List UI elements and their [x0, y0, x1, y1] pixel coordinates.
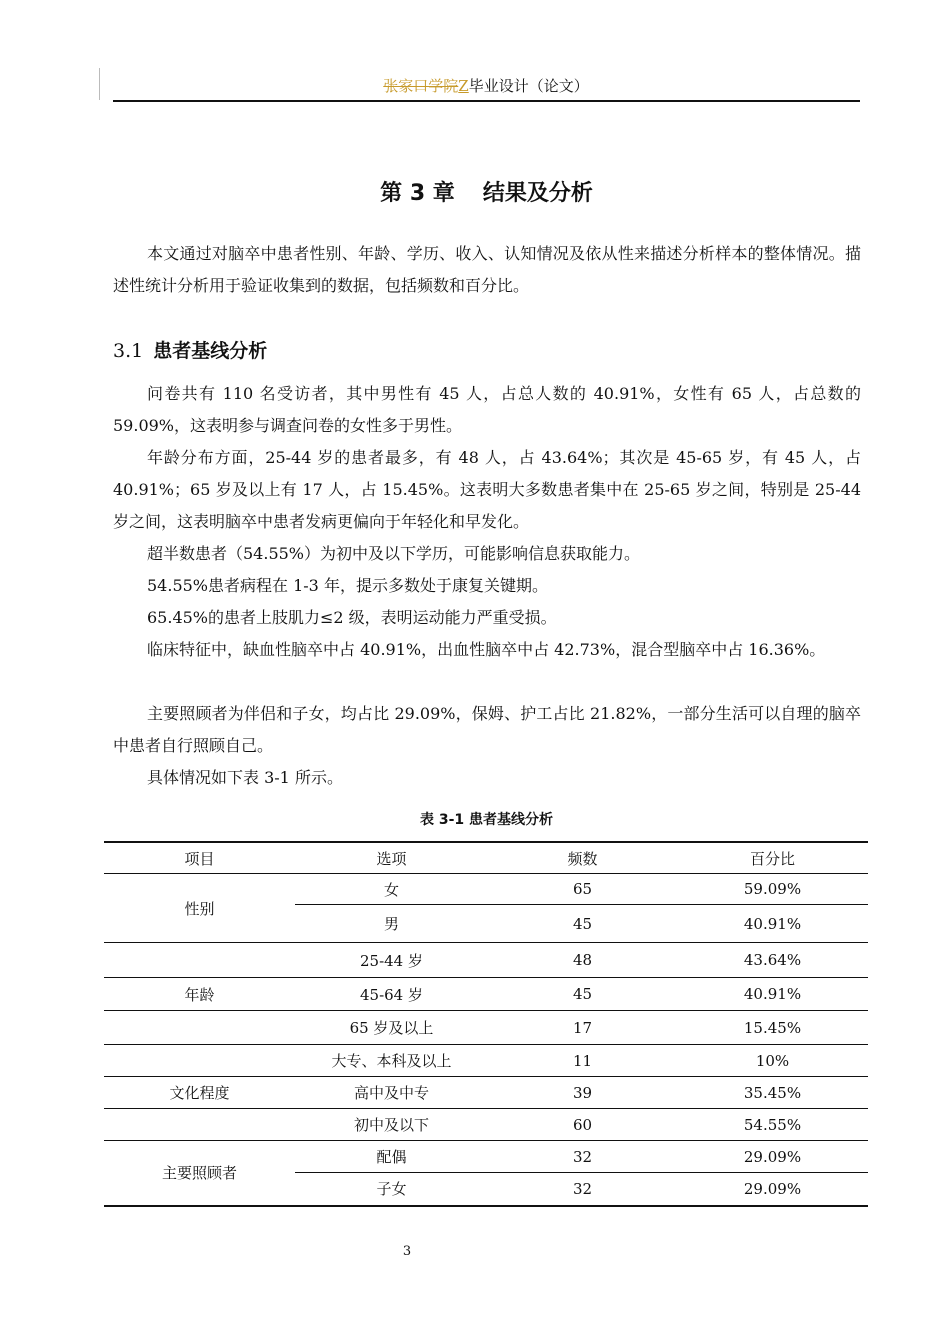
- header-school: 张家口学院: [383, 77, 459, 95]
- group-gender: 性别: [104, 874, 295, 943]
- group-spacer: [104, 1109, 295, 1141]
- header-option: 选项: [295, 842, 488, 874]
- percentage-cell: 15.45%: [677, 1011, 868, 1045]
- option-cell: 45-64 岁: [295, 978, 488, 1011]
- frequency-cell: 32: [488, 1173, 677, 1206]
- option-cell: 女: [295, 874, 488, 905]
- option-cell: 配偶: [295, 1141, 488, 1173]
- paragraph-caregiver: 主要照顾者为伴侣和子女，均占比 29.09%，保姆、护工占比 21.82%，一部分生活可以自理的脑卒中患者自行照顾自己。: [113, 704, 861, 755]
- table-row: [104, 1077, 868, 1109]
- percentage-cell: 40.91%: [677, 978, 868, 1011]
- paragraph-table-ref: 具体情况如下表 3-1 所示。: [147, 768, 343, 787]
- percentage-cell: 10%: [677, 1045, 868, 1077]
- percentage-cell: 40.91%: [677, 905, 868, 943]
- table-caption: 表 3-1 患者基线分析: [419, 812, 554, 828]
- option-cell: 男: [295, 905, 488, 943]
- table-row: [104, 1141, 868, 1173]
- frequency-cell: 32: [488, 1141, 677, 1173]
- baseline-table: [104, 841, 868, 1207]
- frequency-cell: 11: [488, 1045, 677, 1077]
- option-cell: 子女: [295, 1173, 488, 1206]
- section-number: 3.1: [113, 340, 144, 362]
- table-row: [104, 1109, 868, 1141]
- frequency-cell: 45: [488, 978, 677, 1011]
- header-rule: [113, 100, 860, 102]
- percentage-cell: 54.55%: [677, 1109, 868, 1141]
- percentage-cell: 43.64%: [677, 943, 868, 978]
- table-row: [104, 978, 868, 1011]
- option-cell: 25-44 岁: [295, 943, 488, 978]
- table-row: [104, 1045, 868, 1077]
- header-title: 毕业设计（论文）: [468, 77, 589, 95]
- paragraph-education: 超半数患者（54.55%）为初中及以下学历，可能影响信息获取能力。: [147, 544, 641, 563]
- chapter-title: 结果及分析: [482, 181, 593, 206]
- header-z: Z: [458, 77, 469, 95]
- paragraph-course: 54.55%患者病程在 1-3 年，提示多数处于康复关键期。: [147, 576, 548, 595]
- frequency-cell: 45: [488, 905, 677, 943]
- table-row: [104, 943, 868, 978]
- group-caregiver: 主要照顾者: [104, 1141, 295, 1206]
- percentage-cell: 29.09%: [677, 1141, 868, 1173]
- group-spacer: [104, 1045, 295, 1077]
- page-header: [113, 74, 859, 98]
- option-cell: 高中及中专: [295, 1077, 488, 1109]
- paragraph-age: 年龄分布方面，25-44 岁的患者最多，有 48 人，占 43.64%；其次是 45-65 岁，有 45 人，占 40.91%；65 岁及以上有 17 人，占 15.45%。这表明大多数患者集中在 25-65 岁之间，特别是 25-44 岁之间，这表明脑卒中患者发病更偏向于年轻化和早发化。: [113, 448, 861, 531]
- margin-corner-mark: [99, 68, 100, 100]
- frequency-cell: 17: [488, 1011, 677, 1045]
- percentage-cell: 29.09%: [677, 1173, 868, 1206]
- section-heading: [113, 336, 267, 366]
- option-cell: 65 岁及以上: [295, 1011, 488, 1045]
- table-header-row: [104, 842, 868, 874]
- header-frequency: 频数: [488, 842, 677, 874]
- paragraph-respondents: 问卷共有 110 名受访者，其中男性有 45 人，占总人数的 40.91%，女性有 65 人，占总数的 59.09%，这表明参与调查问卷的女性多于男性。: [113, 384, 861, 435]
- intro-paragraph: 本文通过对脑卒中患者性别、年龄、学历、收入、认知情况及依从性来描述分析样本的整体情况。描述性统计分析用于验证收集到的数据，包括频数和百分比。: [113, 244, 861, 295]
- frequency-cell: 48: [488, 943, 677, 978]
- paragraph-clinical: 临床特征中，缺血性脑卒中占 40.91%，出血性脑卒中占 42.73%，混合型脑卒中占 16.36%。: [147, 640, 826, 659]
- paragraph-strength: 65.45%的患者上肢肌力≤2 级，表明运动能力严重受损。: [147, 608, 557, 627]
- percentage-cell: 35.45%: [677, 1077, 868, 1109]
- option-cell: 初中及以下: [295, 1109, 488, 1141]
- group-spacer: [104, 943, 295, 978]
- page-number: 3: [402, 1244, 412, 1259]
- section-title: 患者基线分析: [153, 340, 268, 362]
- group-age: 年龄: [104, 978, 295, 1011]
- table-row: [104, 1011, 868, 1045]
- option-cell: 大专、本科及以上: [295, 1045, 488, 1077]
- frequency-cell: 60: [488, 1109, 677, 1141]
- group-education: 文化程度: [104, 1077, 295, 1109]
- group-spacer: [104, 1011, 295, 1045]
- frequency-cell: 65: [488, 874, 677, 905]
- table-row: [104, 874, 868, 905]
- percentage-cell: 59.09%: [677, 874, 868, 905]
- header-percentage: 百分比: [677, 842, 868, 874]
- header-item: 项目: [104, 842, 295, 874]
- frequency-cell: 39: [488, 1077, 677, 1109]
- chapter-number: 第 3 章: [380, 181, 455, 206]
- chapter-heading: [113, 178, 860, 210]
